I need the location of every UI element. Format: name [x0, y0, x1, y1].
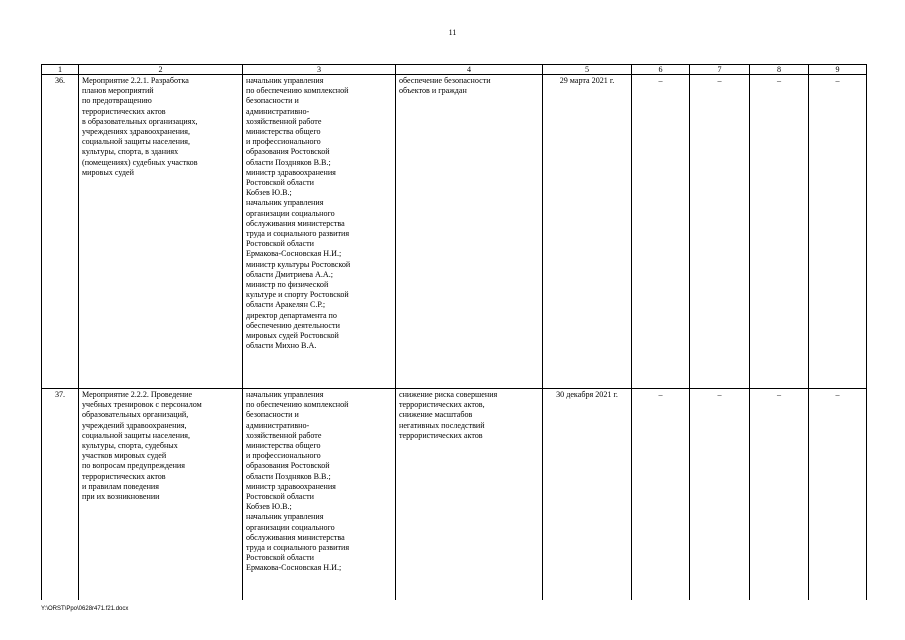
cell-line: обеспечению деятельности [246, 320, 340, 330]
cell-line: министр культуры Ростовской [246, 259, 351, 269]
cell-line: труда и социального развития [246, 543, 350, 553]
row-number: 37. [42, 389, 79, 601]
event-cell [79, 75, 243, 389]
cell-line: начальник управления [246, 390, 324, 399]
cell-line: безопасности и [246, 410, 299, 420]
cell-line: Ростовской области [246, 239, 314, 249]
cell-line: по обеспечению комплексной [246, 400, 349, 410]
cell-line: снижение масштабов [399, 410, 473, 420]
cell-line: по обеспечению комплексной [246, 86, 349, 96]
cell-line: Ермакова-Сосновская Н.И.; [246, 563, 342, 573]
cell-line: Мероприятие 2.2.2. Проведение [82, 390, 193, 399]
cell-line: хозяйственной работе [246, 430, 322, 440]
column-header: 7 [690, 65, 750, 75]
column-number-row [42, 65, 867, 75]
cell-line: культуры, спорта, судебных [82, 441, 178, 451]
result-cell [396, 75, 543, 389]
cell-line: безопасности и [246, 96, 299, 106]
table-row [42, 75, 867, 389]
file-path-footer: Y:\ORST\Ppo\0628r471.f21.docx [41, 606, 129, 612]
value-cell: – [750, 389, 809, 601]
value-cell: – [809, 75, 867, 389]
cell-line: области Аракелян С.Р.; [246, 300, 326, 310]
cell-line: министр по физической [246, 280, 329, 290]
cell-line: при их возникновении [82, 492, 160, 502]
value-cell: – [632, 75, 690, 389]
cell-line: организации социального [246, 522, 335, 532]
cell-line: учреждениях здравоохранения, [82, 127, 191, 137]
cell-line: Ермакова-Сосновская Н.И.; [246, 249, 342, 259]
cell-line: министерства общего [246, 441, 321, 451]
cell-line: директор департамента по [246, 310, 337, 320]
column-header: 9 [809, 65, 867, 75]
cell-line: Ростовской области [246, 553, 314, 563]
cell-line: участков мировых судей [82, 451, 167, 461]
cell-line: культуре и спорту Ростовской [246, 290, 349, 300]
cell-line: Кобзев Ю.В.; [246, 188, 292, 198]
cell-line: области Поздняков В.В.; [246, 157, 331, 167]
cell-line: образования Ростовской [246, 461, 330, 471]
cell-line: административно- [246, 106, 310, 116]
cell-line: обслуживания министерства [246, 532, 345, 542]
cell-line: министр здравоохранения [246, 167, 336, 177]
responsible-cell [243, 389, 396, 601]
cell-line: Ростовской области [246, 178, 314, 188]
cell-line: террористических актов [82, 471, 166, 481]
value-cell: – [690, 75, 750, 389]
column-header: 6 [632, 65, 690, 75]
cell-line: области Поздняков В.В.; [246, 471, 331, 481]
cell-line: негативных последствий [399, 420, 485, 430]
value-cell: – [809, 389, 867, 601]
cell-line: учебных тренировок с персоналом [82, 400, 202, 410]
page-number: 11 [448, 28, 457, 37]
cell-line: начальник управления [246, 76, 324, 85]
cell-line: Кобзев Ю.В.; [246, 502, 292, 512]
value-cell: – [632, 389, 690, 601]
row-number: 36. [42, 75, 79, 389]
cell-line: и профессионального [246, 137, 321, 147]
cell-line: области Михно В.А. [246, 341, 317, 351]
cell-line: культуры, спорта, в зданиях [82, 147, 179, 157]
cell-line: труда и социального развития [246, 229, 350, 239]
cell-line: хозяйственной работе [246, 116, 322, 126]
cell-line: и профессионального [246, 451, 321, 461]
cell-line: социальной защиты населения, [82, 137, 191, 147]
cell-line: и правилам поведения [82, 481, 159, 491]
cell-line: образования Ростовской [246, 147, 330, 157]
column-header: 1 [42, 65, 79, 75]
cell-line: административно- [246, 420, 310, 430]
date-cell: 29 марта 2021 г. [543, 75, 632, 389]
cell-line: Ростовской области [246, 492, 314, 502]
column-header: 4 [396, 65, 543, 75]
result-cell [396, 389, 543, 601]
column-header: 3 [243, 65, 396, 75]
cell-line: обеспечение безопасности [399, 76, 491, 85]
value-cell: – [690, 389, 750, 601]
column-header: 8 [750, 65, 809, 75]
cell-line: министерства общего [246, 127, 321, 137]
cell-line: в образовательных организациях, [82, 116, 198, 126]
measures-table [41, 64, 867, 600]
cell-line: начальник управления [246, 512, 324, 522]
cell-line: области Дмитриева А.А.; [246, 269, 333, 279]
cell-line: по вопросам предупреждения [82, 461, 185, 471]
table-row [42, 389, 867, 601]
cell-line: мировых судей Ростовской [246, 331, 339, 341]
column-header: 5 [543, 65, 632, 75]
cell-line: образовательных организаций, [82, 410, 189, 420]
event-cell [79, 389, 243, 601]
value-cell: – [750, 75, 809, 389]
cell-line: социальной защиты населения, [82, 430, 191, 440]
cell-line: мировых судей [82, 167, 134, 177]
cell-line: террористических актов [82, 106, 166, 116]
cell-line: учреждений здравоохранения, [82, 420, 187, 430]
cell-line: планов мероприятий [82, 86, 154, 96]
cell-line: террористических актов, [399, 400, 485, 410]
cell-line: снижение риска совершения [399, 390, 498, 399]
cell-line: (помещениях) судебных участков [82, 157, 198, 167]
cell-line: террористических актов [399, 430, 483, 440]
cell-line: начальник управления [246, 198, 324, 208]
cell-line: Мероприятие 2.2.1. Разработка [82, 76, 189, 85]
cell-line: объектов и граждан [399, 86, 467, 96]
date-cell: 30 декабря 2021 г. [543, 389, 632, 601]
responsible-cell [243, 75, 396, 389]
cell-line: по предотвращению [82, 96, 152, 106]
cell-line: министр здравоохранения [246, 481, 336, 491]
column-header: 2 [79, 65, 243, 75]
cell-line: организации социального [246, 208, 335, 218]
cell-line: обслуживания министерства [246, 218, 345, 228]
